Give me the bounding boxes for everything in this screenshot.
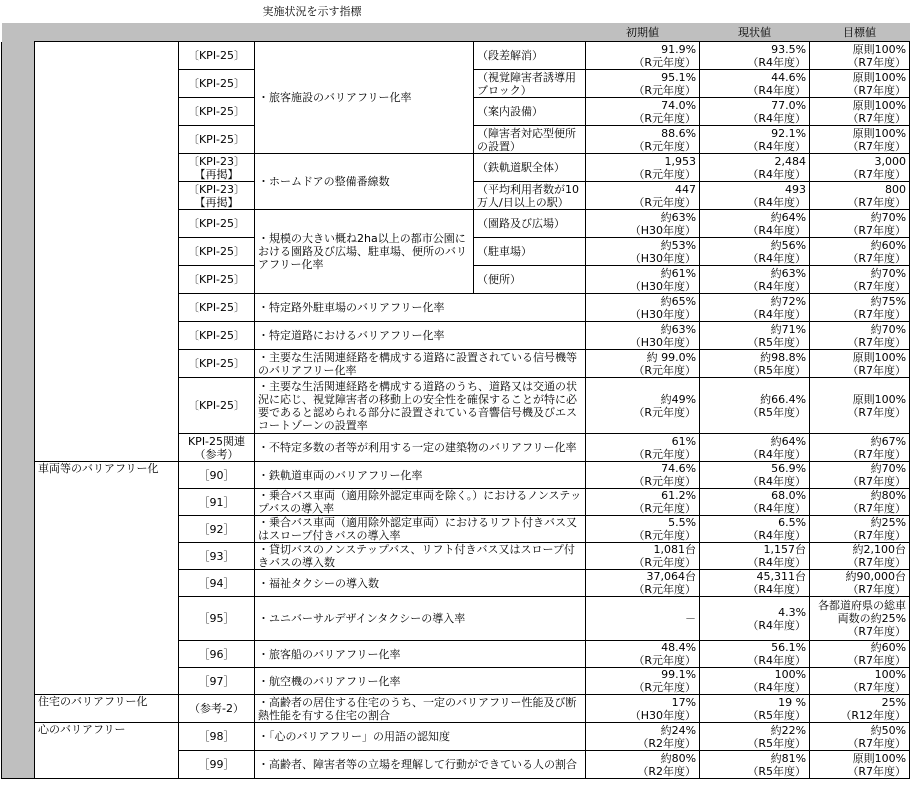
kpi-id: 〔KPI-25〕 xyxy=(179,266,255,294)
indicator-name: ・特定道路におけるバリアフリー化率 xyxy=(255,322,586,350)
target-value: 約75% （R7年度） xyxy=(810,294,910,322)
table-row xyxy=(2,434,910,462)
target-value: 約70% （R7年度） xyxy=(810,266,910,294)
table-row xyxy=(2,154,910,182)
indicator-name: ・「心のバリアフリー」の用語の認知度 xyxy=(255,723,586,751)
header-initial: 初期値 xyxy=(586,23,700,42)
indicator-name: ・主要な生活関連経路を構成する道路のうち、道路又は交通の状況に応じ、視覚障害者の移動上の安全性を確保することが特に必要であると認められる部分に設置されている音響信号機及びエスコートゾーンの設置率 xyxy=(255,378,586,434)
current-value: 約72% （R4年度） xyxy=(700,294,810,322)
initial-value: 95.1% （R元年度） xyxy=(586,70,700,98)
target-value: 原則100% （R7年度） xyxy=(810,378,910,434)
current-value: 約64% （R4年度） xyxy=(700,434,810,462)
current-value: 約56% （R4年度） xyxy=(700,238,810,266)
table-row xyxy=(2,42,910,70)
indicator-subcategory: （段差解消） xyxy=(474,42,586,70)
current-value: 6.5% （R4年度） xyxy=(700,516,810,543)
current-value: 約81% （R5年度） xyxy=(700,751,810,779)
current-value: 100% （R4年度） xyxy=(700,668,810,695)
indicator-name: ・旅客施設のバリアフリー化率 xyxy=(255,42,474,154)
indicator-name: ・旅客船のバリアフリー化率 xyxy=(255,641,586,668)
kpi-id: KPI-25関連 （参考） xyxy=(179,434,255,462)
header-target: 目標値 xyxy=(810,23,910,42)
kpi-id: ［98］ xyxy=(179,723,255,751)
initial-value: 5.5% （R元年度） xyxy=(586,516,700,543)
table-row xyxy=(2,350,910,378)
category-label: 車両等のバリアフリー化 xyxy=(35,462,179,489)
kpi-id: 〔KPI-25〕 xyxy=(179,322,255,350)
target-value: 約67% （R7年度） xyxy=(810,434,910,462)
initial-value: 約53% （H30年度） xyxy=(586,238,700,266)
target-value: 原則100% （R7年度） xyxy=(810,751,910,779)
table-row xyxy=(2,516,910,543)
indicator-name: ・特定路外駐車場のバリアフリー化率 xyxy=(255,294,586,322)
initial-value: 74.6% （R元年度） xyxy=(586,462,700,489)
current-value: 1,157台 （R4年度） xyxy=(700,543,810,570)
table-row xyxy=(2,210,910,238)
initial-value: 約24% （R2年度） xyxy=(586,723,700,751)
initial-value: 88.6% （R元年度） xyxy=(586,126,700,154)
indicator-name: ・主要な生活関連経路を構成する道路に設置されている信号機等のバリアフリー化率 xyxy=(255,350,586,378)
kpi-id: ［93］ xyxy=(179,543,255,570)
initial-value: 91.9% （R元年度） xyxy=(586,42,700,70)
indicator-name: ・高齢者の居住する住宅のうち、一定のバリアフリー性能及び断熱性能を有する住宅の割合 xyxy=(255,695,586,723)
current-value: 56.9% （R4年度） xyxy=(700,462,810,489)
initial-value: 約63% （H30年度） xyxy=(586,322,700,350)
target-value: 3,000 （R7年度） xyxy=(810,154,910,182)
initial-value: 約63% （H30年度） xyxy=(586,210,700,238)
indicator-subcategory: （便所） xyxy=(474,266,586,294)
kpi-id: 〔KPI-25〕 xyxy=(179,210,255,238)
kpi-id: 〔KPI-25〕 xyxy=(179,294,255,322)
indicator-name: ・鉄軌道車両のバリアフリー化率 xyxy=(255,462,586,489)
target-value: 原則100% （R7年度） xyxy=(810,126,910,154)
category-label: 心のバリアフリー xyxy=(35,723,179,751)
table-row xyxy=(2,695,910,723)
indicator-name: ・ホームドアの整備番線数 xyxy=(255,154,474,210)
indicator-name: ・不特定多数の者等が利用する一定の建築物のバリアフリー化率 xyxy=(255,434,586,462)
target-value: 約25% （R7年度） xyxy=(810,516,910,543)
indicator-name: ・高齢者、障害者等の立場を理解して行動ができている人の割合 xyxy=(255,751,586,779)
table-row xyxy=(2,378,910,434)
target-value: 25% （R12年度） xyxy=(810,695,910,723)
indicator-name: ・貸切バスのノンステップバス、リフト付きバス又はスロープ付きバスの導入数 xyxy=(255,543,586,570)
current-value: 約71% （R5年度） xyxy=(700,322,810,350)
kpi-id: 〔KPI-25〕 xyxy=(179,42,255,70)
indicator-subcategory: （平均利用者数が10万人/日以上の駅） xyxy=(474,182,586,210)
kpi-id: 〔KPI-25〕 xyxy=(179,378,255,434)
current-value: 45,311台 （R4年度） xyxy=(700,570,810,597)
indicator-name: ・福祉タクシーの導入数 xyxy=(255,570,586,597)
indicator-subcategory: （駐車場） xyxy=(474,238,586,266)
target-value: 約2,100台 （R7年度） xyxy=(810,543,910,570)
kpi-id: ［96］ xyxy=(179,641,255,668)
initial-value: 17% （H30年度） xyxy=(586,695,700,723)
table-row xyxy=(2,751,910,779)
table-row xyxy=(2,543,910,570)
kpi-id: 〔KPI-23〕 【再掲】 xyxy=(179,182,255,210)
indicator-name: ・規模の大きい概ね2ha以上の都市公園における園路及び広場、駐車場、便所のバリアフリー化率 xyxy=(255,210,474,294)
indicator-subcategory: （案内設備） xyxy=(474,98,586,126)
indicator-subcategory: （視覚障害者誘導用ブロック） xyxy=(474,70,586,98)
current-value: 2,484 （R4年度） xyxy=(700,154,810,182)
initial-value: 約65% （H30年度） xyxy=(586,294,700,322)
table-row xyxy=(2,489,910,516)
category-label: 住宅のバリアフリー化 xyxy=(35,695,179,723)
current-value: 93.5% （R4年度） xyxy=(700,42,810,70)
kpi-id: ［92］ xyxy=(179,516,255,543)
initial-value: 1,953 （R元年度） xyxy=(586,154,700,182)
initial-value: 約 99.0% （R元年度） xyxy=(586,350,700,378)
current-value: 56.1% （R4年度） xyxy=(700,641,810,668)
target-value: 約70% （R7年度） xyxy=(810,210,910,238)
kpi-id: ［91］ xyxy=(179,489,255,516)
table-row xyxy=(2,570,910,597)
current-value: 約66.4% （R5年度） xyxy=(700,378,810,434)
table-title: 実施状況を示す指標 xyxy=(262,5,362,18)
current-value: 4.3% （R4年度） xyxy=(700,597,810,641)
current-value: 約63% （R4年度） xyxy=(700,266,810,294)
kpi-id: ［90］ xyxy=(179,462,255,489)
initial-value: 61% （R元年度） xyxy=(586,434,700,462)
initial-value: 約61% （H30年度） xyxy=(586,266,700,294)
initial-value: － xyxy=(586,597,700,641)
kpi-id: ［94］ xyxy=(179,570,255,597)
initial-value: 74.0% （R元年度） xyxy=(586,98,700,126)
kpi-id: （参考-2） xyxy=(179,695,255,723)
indicator-name: ・航空機のバリアフリー化率 xyxy=(255,668,586,695)
current-value: 77.0% （R4年度） xyxy=(700,98,810,126)
target-value: 約60% （R7年度） xyxy=(810,238,910,266)
kpi-id: ［97］ xyxy=(179,668,255,695)
kpi-id: 〔KPI-25〕 xyxy=(179,126,255,154)
table-row xyxy=(2,668,910,695)
current-value: 493 （R4年度） xyxy=(700,182,810,210)
kpi-id: ［99］ xyxy=(179,751,255,779)
initial-value: 447 （R元年度） xyxy=(586,182,700,210)
table-row xyxy=(2,294,910,322)
kpi-id: 〔KPI-25〕 xyxy=(179,350,255,378)
initial-value: 48.4% （R元年度） xyxy=(586,641,700,668)
table-row xyxy=(2,723,910,751)
target-value: 約80% （R7年度） xyxy=(810,489,910,516)
current-value: 約22% （R5年度） xyxy=(700,723,810,751)
initial-value: 約80% （R2年度） xyxy=(586,751,700,779)
kpi-id: 〔KPI-25〕 xyxy=(179,98,255,126)
initial-value: 99.1% （R元年度） xyxy=(586,668,700,695)
header-current: 現状値 xyxy=(700,23,810,42)
indicator-subcategory: （鉄軌道駅全体） xyxy=(474,154,586,182)
target-value: 原則100% （R7年度） xyxy=(810,350,910,378)
kpi-id: 〔KPI-25〕 xyxy=(179,238,255,266)
target-value: 800 （R7年度） xyxy=(810,182,910,210)
target-value: 約90,000台 （R7年度） xyxy=(810,570,910,597)
indicator-subcategory: （園路及び広場） xyxy=(474,210,586,238)
target-value: 原則100% （R7年度） xyxy=(810,70,910,98)
current-value: 約64% （R4年度） xyxy=(700,210,810,238)
table-row xyxy=(2,597,910,641)
kpi-id: 〔KPI-25〕 xyxy=(179,70,255,98)
initial-value: 37,064台 （R元年度） xyxy=(586,570,700,597)
target-value: 約70% （R7年度） xyxy=(810,322,910,350)
indicator-subcategory: （障害者対応型便所の設置） xyxy=(474,126,586,154)
table-row xyxy=(2,641,910,668)
current-value: 19 % （R5年度） xyxy=(700,695,810,723)
table-row xyxy=(2,322,910,350)
target-value: 約70% （R7年度） xyxy=(810,462,910,489)
target-value: 原則100% （R7年度） xyxy=(810,98,910,126)
target-value: 約50% （R7年度） xyxy=(810,723,910,751)
table-row xyxy=(2,462,910,489)
current-value: 68.0% （R4年度） xyxy=(700,489,810,516)
target-value: 100% （R7年度） xyxy=(810,668,910,695)
initial-value: 61.2% （R元年度） xyxy=(586,489,700,516)
target-value: 約60% （R7年度） xyxy=(810,641,910,668)
target-value: 各都道府県の総車両数の約25% （R7年度） xyxy=(810,597,910,641)
initial-value: 1,081台 （R元年度） xyxy=(586,543,700,570)
target-value: 原則100% （R7年度） xyxy=(810,42,910,70)
current-value: 約98.8% （R5年度） xyxy=(700,350,810,378)
kpi-id: 〔KPI-23〕 【再掲】 xyxy=(179,154,255,182)
kpi-id: ［95］ xyxy=(179,597,255,641)
current-value: 92.1% （R4年度） xyxy=(700,126,810,154)
current-value: 44.6% （R4年度） xyxy=(700,70,810,98)
indicator-name: ・乗合バス車両（適用除外認定車両を除く。）におけるノンステップバスの導入率 xyxy=(255,489,586,516)
indicator-name: ・乗合バス車両（適用除外認定車両）におけるリフト付きバス又はスロープ付きバスの導入率 xyxy=(255,516,586,543)
indicator-name: ・ユニバーサルデザインタクシーの導入率 xyxy=(255,597,586,641)
initial-value: 約49% （R元年度） xyxy=(586,378,700,434)
indicator-table xyxy=(1,0,910,779)
